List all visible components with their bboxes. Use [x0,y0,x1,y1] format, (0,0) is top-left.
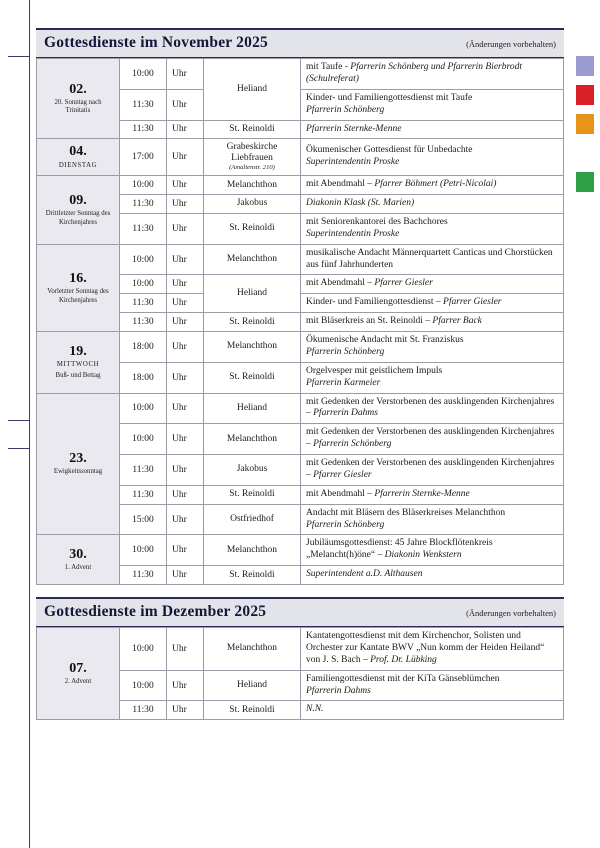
time-unit-cell: Uhr [167,139,204,176]
description-text: Familiengottesdienst mit der KiTa Gänseblümchen [306,673,500,684]
time-unit-cell: Uhr [167,244,204,275]
date-subtitle-2: Buß- und Bettag [55,371,101,379]
place-name: Jakobus [236,198,268,209]
date-number: 16. [69,270,87,286]
time-unit-cell: Uhr [167,362,204,393]
margin-tick-2 [8,420,30,421]
description-cell [301,455,564,486]
margin-tick-3 [8,448,30,449]
time-unit-cell: Uhr [167,120,204,139]
description-person: Pfarrerin Sternke-Menne [306,123,402,134]
description-person: Pfarrerin Schönberg [313,439,392,450]
description-cell [301,485,564,504]
section-note: (Änderungen vorbehalten) [466,39,556,49]
description-cell [301,313,564,332]
date-subtitle: 1. Advent [64,564,92,572]
description-text: Kantatengottesdienst mit dem Kirchenchor, Solisten und Orchester zur Kantate BWV „Nun komm der Heiden Heiland“ von J. S. Bach – [306,631,545,665]
section-header-november [36,28,564,58]
place-name: St. Reinoldi [229,123,275,134]
description-person: Pfarrer Giesler [443,297,502,308]
time-cell: 11:30 [120,213,167,244]
table-row [37,393,564,424]
date-cell [37,176,120,245]
schedule-content [36,28,564,720]
color-chip-lavender [576,56,594,76]
description-text: mit Abendmahl – [306,179,375,190]
margin-tick-1 [8,56,30,57]
description-person: Superintendentin Proske [306,157,400,168]
date-subtitle: 20. Sonntag nach Trinitatis [54,98,102,115]
color-chip-orange [576,114,594,134]
place-cell [204,504,301,535]
table-row [37,176,564,195]
time-cell: 11:30 [120,195,167,214]
place-name: St. Reinoldi [229,223,275,234]
description-cell [301,504,564,535]
description-text: musikalische Andacht Männerquartett Canticas und Chorstücken aus fünf Jahrhunderten [306,247,553,270]
place-name: Heliand [236,680,268,691]
place-name: Melanchthon [226,433,278,444]
place-cell [204,393,301,424]
date-cell [37,59,120,139]
description-person: N.N. [306,704,324,715]
schedule-table-november [36,58,564,585]
color-chip-green [576,172,594,192]
place-name: St. Reinoldi [229,704,275,715]
time-unit-cell: Uhr [167,535,204,566]
place-cell [204,701,301,720]
time-unit-cell: Uhr [167,195,204,214]
time-unit-cell: Uhr [167,504,204,535]
time-unit-cell: Uhr [167,213,204,244]
description-text: Jubiläumsgottesdienst: 45 Jahre Blockflötenkreis „Melancht(h)öne“ – [306,538,493,561]
description-cell [301,213,564,244]
description-cell [301,566,564,585]
date-cell [37,332,120,394]
description-person: Pfarrer Böhmert (Petri-Nicolai) [374,179,497,190]
description-text: mit Seniorenkantorei des Bachchores [306,216,448,227]
place-cell [204,566,301,585]
description-person: Prof. Dr. Lübking [370,654,437,665]
description-cell [301,424,564,455]
date-number: 19. [69,344,87,360]
description-cell [301,59,564,90]
place-name: Melanchthon [226,544,278,555]
schedule-table-dezember [36,627,564,720]
description-text: mit Gedenken der Verstorbenen des ausklingenden Kirchenjahres – [306,427,555,450]
date-number: 07. [69,660,87,676]
place-cell [204,455,301,486]
date-subtitle: Ewigkeitssonntag [53,468,103,476]
place-name: St. Reinoldi [229,489,275,500]
description-text: mit Abendmahl – [306,488,375,499]
place-cell [204,670,301,701]
time-cell: 15:00 [120,504,167,535]
time-cell: 10:00 [120,424,167,455]
table-row [37,244,564,275]
description-person: Pfarrer Giesler [374,278,433,289]
date-subtitle: Vorletzter Sonntag des Kirchenjahres [47,288,109,304]
table-row [37,535,564,566]
time-unit-cell: Uhr [167,275,204,294]
description-person: Diakonin Wenkstern [384,550,462,561]
margin-vline-top [29,0,30,56]
time-unit-cell: Uhr [167,59,204,90]
color-chip-red [576,85,594,105]
place-cell [204,120,301,139]
description-cell [301,244,564,275]
margin-vline-4 [29,448,30,848]
description-cell [301,535,564,566]
description-text: mit Gedenken der Verstorbenen des ausklingenden Kirchenjahres – [306,458,555,480]
place-name: Jakobus [236,464,268,475]
time-unit-cell: Uhr [167,294,204,313]
time-cell: 18:00 [120,362,167,393]
place-cell [204,362,301,393]
place-cell [204,313,301,332]
description-person: Pfarrerin Dahms [306,685,371,696]
time-cell: 10:00 [120,628,167,671]
color-chip-white [576,143,594,163]
description-text: mit Bläserkreis an St. Reinoldi – [306,316,433,327]
description-text: Orgelvesper mit geistlichem Impuls [306,365,443,376]
time-unit-cell: Uhr [167,89,204,120]
date-cell [37,244,120,331]
date-number: 09. [69,192,87,208]
description-text: Kinder- und Familiengottesdienst – [306,297,444,308]
place-cell [204,176,301,195]
time-cell: 10:00 [120,176,167,195]
time-unit-cell: Uhr [167,628,204,671]
description-person: Pfarrer Back [432,316,482,327]
place-name: St. Reinoldi [229,372,275,383]
place-cell [204,244,301,275]
time-cell: 11:30 [120,701,167,720]
place-name: Heliand [236,288,268,299]
place-name: Grabeskirche Liebfrauen [226,142,278,164]
description-cell [301,362,564,393]
description-text: mit Gedenken der Verstorbenen des ausklingenden Kirchenjahres – [306,396,555,419]
place-name: Melanchthon [226,179,278,190]
left-margin-rule [18,0,19,848]
date-number: 04. [69,144,87,160]
date-cell [37,628,120,720]
place-address: (Amalienstr. 210) [229,164,275,172]
time-cell: 17:00 [120,139,167,176]
description-person: Pfarrerin Schönberg [306,519,385,530]
margin-vline-3 [29,420,30,448]
table-row [37,628,564,671]
date-cell [37,139,120,176]
time-unit-cell: Uhr [167,313,204,332]
section-header-dezember [36,597,564,627]
description-cell [301,701,564,720]
description-cell [301,89,564,120]
place-name: St. Reinoldi [229,569,275,580]
place-cell [204,424,301,455]
place-name: Melanchthon [226,341,278,352]
place-cell [204,275,301,313]
description-person: Pfarrer Giesler [313,469,372,480]
section-note: (Änderungen vorbehalten) [466,608,556,618]
description-person: Pfarrerin Schönberg [306,346,385,357]
time-unit-cell: Uhr [167,393,204,424]
place-name: Melanchthon [226,643,278,654]
time-unit-cell: Uhr [167,566,204,585]
time-cell: 10:00 [120,535,167,566]
description-cell [301,139,564,176]
time-unit-cell: Uhr [167,670,204,701]
place-cell [204,139,301,176]
time-cell: 10:00 [120,275,167,294]
place-cell [204,332,301,363]
description-person: Pfarrerin Schönberg [306,104,385,115]
date-subtitle: Drittletzter Sonntag des Kirchenjahres [45,210,111,226]
date-cell [37,393,120,535]
description-person: Diakonin Klask (St. Marien) [306,198,415,208]
description-person: Superintendentin Proske [306,228,400,239]
place-cell [204,59,301,121]
place-name: Heliand [236,402,268,413]
description-cell [301,294,564,313]
time-cell: 11:30 [120,120,167,139]
time-unit-cell: Uhr [167,485,204,504]
table-row [37,332,564,363]
place-name: Ostfriedhof [230,514,274,525]
description-person: Pfarrerin Schönberg und Pfarrerin Bierbrodt (Schulreferat) [306,62,522,84]
time-cell: 11:30 [120,566,167,585]
description-text: mit Taufe - [306,62,351,72]
time-cell: 10:00 [120,393,167,424]
time-unit-cell: Uhr [167,701,204,720]
place-cell [204,535,301,566]
time-cell: 11:30 [120,89,167,120]
place-name: Heliand [236,83,268,94]
description-text: Ökumenische Andacht mit St. Franziskus [306,335,464,345]
time-cell: 10:00 [120,59,167,90]
description-cell [301,275,564,294]
time-cell: 18:00 [120,332,167,363]
place-name: St. Reinoldi [229,316,275,327]
table-row [37,139,564,176]
description-text: Kinder- und Familiengottesdienst mit Taufe [306,92,473,103]
description-cell [301,393,564,424]
description-cell [301,120,564,139]
description-cell [301,332,564,363]
time-cell: 11:30 [120,485,167,504]
date-number: 30. [69,546,87,562]
section-title: Gottesdienste im Dezember 2025 [44,603,267,620]
description-cell [301,628,564,671]
description-text: Andacht mit Bläsern des Bläserkreises Melanchthon [306,507,506,518]
time-unit-cell: Uhr [167,455,204,486]
time-unit-cell: Uhr [167,176,204,195]
date-subtitle: DIENSTAG [58,161,98,169]
time-cell: 11:30 [120,313,167,332]
description-person: Pfarrerin Sternke-Menne [374,488,470,499]
time-unit-cell: Uhr [167,424,204,455]
date-number: 23. [69,451,87,466]
description-text: mit Abendmahl – [306,278,375,289]
date-subtitle: MITTWOCH [56,361,100,369]
place-cell [204,628,301,671]
table-row [37,59,564,90]
date-subtitle: 2. Advent [64,678,92,686]
time-cell: 11:30 [120,294,167,313]
place-cell [204,213,301,244]
time-cell: 10:00 [120,670,167,701]
description-person: Superintendent a.D. Althausen [306,569,423,580]
place-name: Melanchthon [226,254,278,265]
section-title: Gottesdienste im November 2025 [44,34,268,51]
place-cell [204,485,301,504]
section-spacer [36,585,564,597]
margin-vline-2 [29,56,30,420]
place-cell [204,195,301,214]
description-text: Ökumenischer Gottesdienst für Unbedachte [306,145,473,156]
description-cell [301,176,564,195]
description-person: Pfarrerin Karmeier [306,377,381,388]
time-cell: 10:00 [120,244,167,275]
time-cell: 11:30 [120,455,167,486]
time-unit-cell: Uhr [167,332,204,363]
date-number: 02. [69,81,87,97]
description-cell [301,670,564,701]
color-chip-strip [576,56,594,201]
description-cell [301,195,564,214]
description-person: Pfarrerin Dahms [313,408,378,419]
date-cell [37,535,120,585]
